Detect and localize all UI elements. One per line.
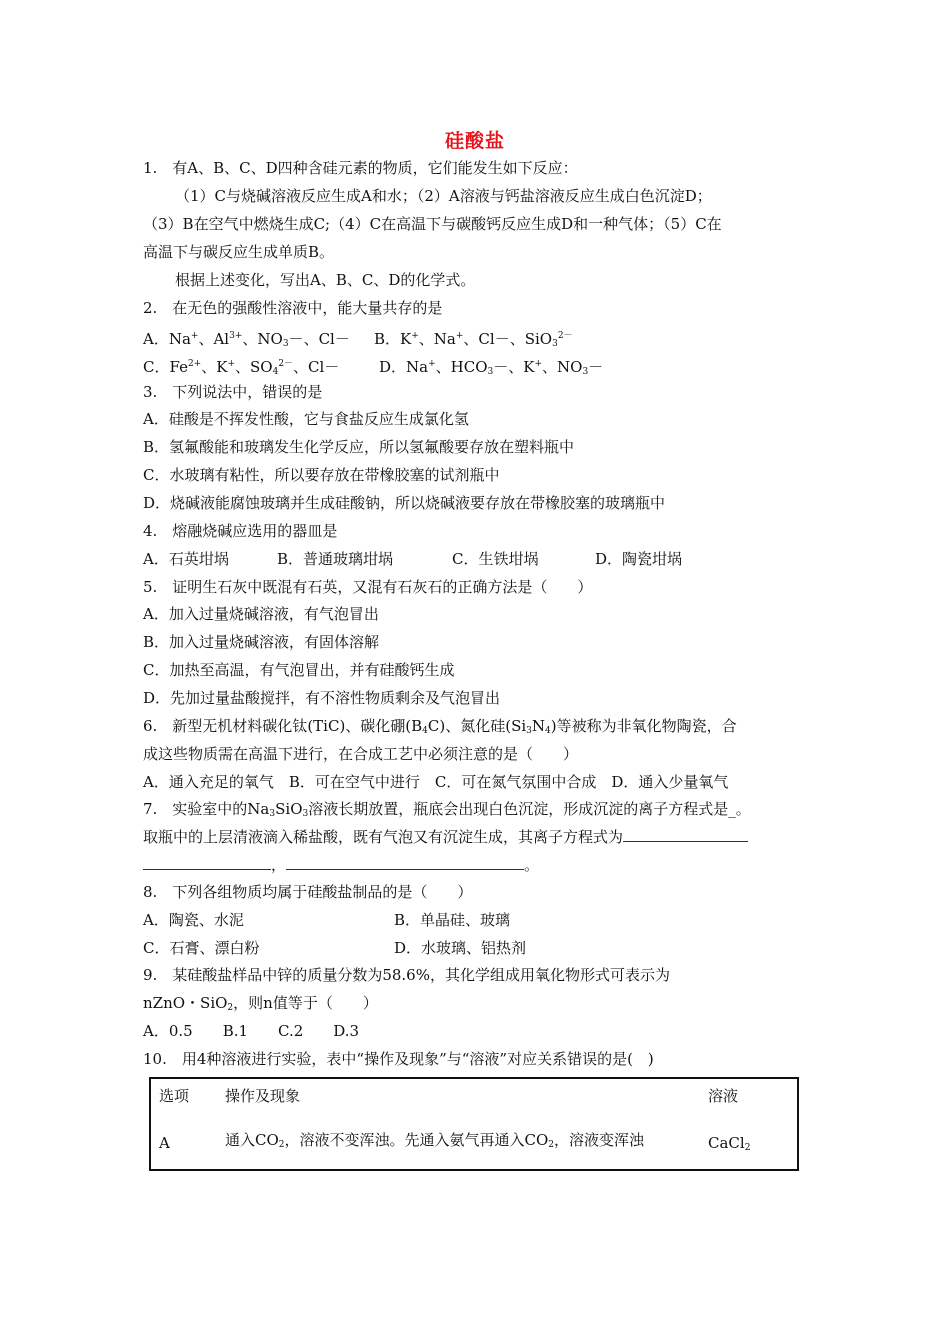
q5-option-c: C．加热至高温，有气泡冒出，并有硅酸钙生成 bbox=[143, 661, 455, 679]
q5-option-a: A．加入过量烧碱溶液，有气泡冒出 bbox=[143, 605, 379, 623]
q2-stem: 2. 在无色的强酸性溶液中，能大量共存的是 bbox=[143, 299, 443, 317]
q3-option-b: B．氢氟酸能和玻璃发生化学反应，所以氢氟酸要存放在塑料瓶中 bbox=[143, 438, 575, 456]
q9-options: A．0.5 B.1 C.2 D.3 bbox=[143, 1022, 360, 1040]
table-cell-option: A bbox=[159, 1134, 170, 1152]
q2-option-a: A．Na+、$Al^{3+}$、$NO_3-$、Cl－ bbox=[143, 330, 350, 349]
q7-stem: 7. 实验室中的$Na_3SiO_3$溶液长期放置，瓶底会出现白色沉淀，形成沉淀的离子方程式是_。 bbox=[143, 800, 751, 819]
table-cell-operation: 通入$CO_2$，溶液不变浑浊。先通入氨气再通入$CO_2$，溶液变浑浊 bbox=[225, 1131, 645, 1150]
q2-option-c: C．$Fe^{2+}$、K+、$SO_4^{2-}$、Cl－ bbox=[143, 358, 340, 377]
q3-stem: 3. 下列说法中，错误的是 bbox=[143, 383, 323, 401]
answer-blank[interactable] bbox=[623, 827, 748, 842]
q7-line-3: ， 。 bbox=[143, 855, 539, 875]
answer-table bbox=[149, 1077, 799, 1171]
q4-option-a: A．石英坩埚 bbox=[143, 550, 229, 568]
answer-blank[interactable] bbox=[143, 855, 271, 870]
q10-stem: 10. 用4种溶液进行实验，表中“操作及现象”与“溶液”对应关系错误的是( ) bbox=[143, 1050, 654, 1068]
q3-option-d: D．烧碱液能腐蚀玻璃并生成硅酸钠，所以烧碱液要存放在带橡胶塞的玻璃瓶中 bbox=[143, 494, 666, 512]
q6-stem: 6. 新型无机材料碳化钛(TiC)、碳化硼$(B_4C)$、氮化硅$(Si_3N_4)$等被称为非氧化物陶瓷，合 bbox=[143, 717, 737, 736]
q1-line-4: 高温下与碳反应生成单质B。 bbox=[143, 243, 335, 261]
q3-option-c: C．水玻璃有粘性，所以要存放在带橡胶塞的试剂瓶中 bbox=[143, 466, 500, 484]
q4-option-d: D．陶瓷坩埚 bbox=[595, 550, 683, 568]
table-header-option: 选项 bbox=[159, 1087, 190, 1105]
q4-stem: 4. 熔融烧碱应选用的器皿是 bbox=[143, 522, 338, 540]
q1-line-2: （1）C与烧碱溶液反应生成A和水；（2）A溶液与钙盐溶液反应生成白色沉淀D； bbox=[175, 187, 712, 205]
answer-blank[interactable] bbox=[286, 855, 524, 870]
q1-line-5: 根据上述变化，写出A、B、C、D的化学式。 bbox=[175, 271, 476, 289]
q6-options: A．通入充足的氧气 B．可在空气中进行 C．可在氮气氛围中合成 D．通入少量氧气 bbox=[143, 773, 729, 791]
q9-line-2: nZnO・SiO$_2$，则n值等于（ ） bbox=[143, 994, 378, 1013]
q1-line-3: （3）B在空气中燃烧生成C;（4）C在高温下与碳酸钙反应生成D和一种气体；（5）C在 bbox=[143, 215, 722, 233]
q5-option-d: D．先加过量盐酸搅拌，有不溶性物质剩余及气泡冒出 bbox=[143, 689, 501, 707]
page-title: 硅酸盐 bbox=[444, 130, 505, 152]
q5-stem: 5. 证明生石灰中既混有石英，又混有石灰石的正确方法是（ ） bbox=[143, 578, 593, 596]
q2-option-b: B．K+、Na+、Cl－、SiO$_3^{2-}$ bbox=[374, 330, 573, 349]
q7-line-2: 取瓶中的上层清液滴入稀盐酸，既有气泡又有沉淀生成，其离子方程式为 bbox=[143, 827, 748, 847]
q4-option-c: C．生铁坩埚 bbox=[452, 550, 539, 568]
q8-option-b: B．单晶硅、玻璃 bbox=[394, 911, 511, 929]
q9-stem: 9. 某硅酸盐样品中锌的质量分数为58.6%，其化学组成用氧化物形式可表示为 bbox=[143, 966, 670, 984]
q2-option-d: D．Na+、$HCO_3-$、K+、$NO_3-$ bbox=[379, 358, 604, 377]
table-header-solution: 溶液 bbox=[708, 1087, 739, 1105]
table-header-operation: 操作及现象 bbox=[225, 1087, 301, 1105]
q8-option-c: C．石膏、漂白粉 bbox=[143, 939, 260, 957]
q8-option-d: D．水玻璃、铝热剂 bbox=[394, 939, 527, 957]
q3-option-a: A．硅酸是不挥发性酸，它与食盐反应生成氯化氢 bbox=[143, 410, 469, 428]
q4-option-b: B．普通玻璃坩埚 bbox=[277, 550, 394, 568]
q8-stem: 8. 下列各组物质均属于硅酸盐制品的是（ ） bbox=[143, 883, 473, 901]
q1-stem: 1. 有A、B、C、D四种含硅元素的物质，它们能发生如下反应： bbox=[143, 159, 578, 177]
q6-line-2: 成这些物质需在高温下进行，在合成工艺中必须注意的是（ ） bbox=[143, 745, 579, 763]
q8-option-a: A．陶瓷、水泥 bbox=[143, 911, 244, 929]
q5-option-b: B．加入过量烧碱溶液，有固体溶解 bbox=[143, 633, 380, 651]
table-cell-solution: CaCl$_2$ bbox=[708, 1134, 751, 1153]
